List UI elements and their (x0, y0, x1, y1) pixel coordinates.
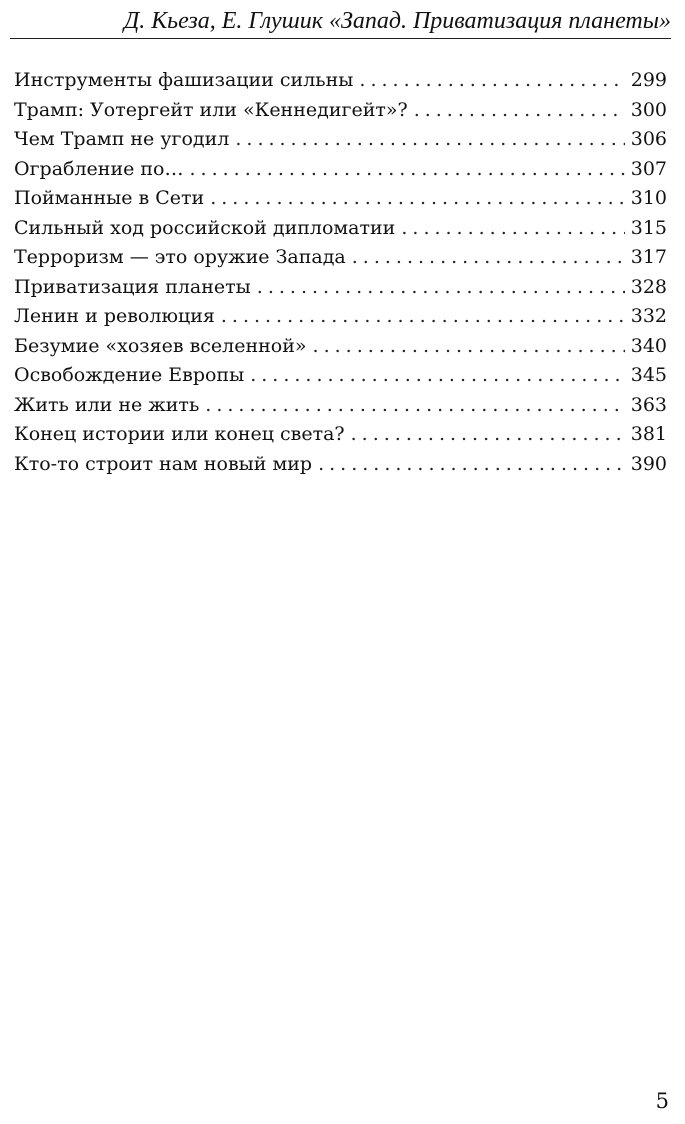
toc-entry-title: Пойманные в Сети (14, 187, 205, 209)
toc-entry (14, 155, 667, 185)
toc-entry (14, 66, 667, 96)
toc-dot-leader (414, 96, 625, 126)
toc-dot-leader (359, 66, 624, 96)
table-of-contents (14, 66, 667, 479)
running-header (10, 4, 671, 39)
toc-dot-leader (257, 273, 625, 303)
toc-entry-title: Ленин и революция (14, 305, 215, 327)
toc-entry-title: Сильный ход российской дипломатии (14, 216, 396, 239)
toc-entry (14, 420, 667, 450)
toc-entry-page: 345 (630, 364, 667, 386)
toc-entry-page: 307 (630, 157, 667, 180)
toc-dot-leader (210, 184, 625, 214)
toc-dot-leader (205, 391, 624, 421)
toc-entry-page: 340 (630, 334, 667, 357)
toc-entry-page: 381 (630, 423, 667, 445)
toc-entry (14, 96, 667, 126)
toc-entry-page: 310 (630, 187, 667, 209)
toc-entry-title: Инструменты фашизации сильны (14, 69, 354, 91)
toc-entry-page: 390 (630, 452, 667, 475)
toc-dot-leader (318, 450, 625, 480)
toc-entry-title: Терроризм — это оружие Запада (14, 246, 346, 268)
toc-entry (14, 361, 667, 391)
running-title: Д. Кьеза, Е. Глушик «Запад. Приватизация планеты» (123, 8, 671, 34)
toc-dot-leader (221, 302, 625, 332)
toc-entry (14, 273, 667, 303)
toc-entry-page: 363 (630, 393, 667, 416)
toc-dot-leader (235, 125, 624, 155)
toc-entry-title: Конец истории или конец света? (14, 423, 345, 445)
toc-entry-page: 306 (630, 128, 667, 150)
toc-entry-title: Чем Трамп не угодил (14, 128, 230, 150)
toc-dot-leader (351, 420, 625, 450)
toc-entry-title: Ограбление по… (14, 157, 184, 180)
toc-entry-page: 332 (630, 305, 667, 327)
toc-entry (14, 450, 667, 480)
toc-entry (14, 125, 667, 155)
toc-entry-page: 317 (630, 246, 667, 268)
toc-entry-page: 328 (630, 275, 667, 298)
toc-entry (14, 214, 667, 244)
toc-dot-leader (250, 361, 625, 391)
toc-entry-title: Освобождение Европы (14, 364, 245, 386)
toc-dot-leader (313, 332, 625, 362)
toc-entry (14, 391, 667, 421)
toc-entry-title: Жить или не жить (14, 393, 200, 416)
toc-entry (14, 302, 667, 332)
toc-entry-title: Приватизация планеты (14, 275, 251, 298)
toc-entry (14, 184, 667, 214)
toc-entry-page: 299 (630, 69, 667, 91)
toc-dot-leader (352, 243, 625, 273)
toc-dot-leader (401, 214, 624, 244)
toc-entry-page: 300 (630, 98, 667, 121)
toc-entry-title: Кто-то строит нам новый мир (14, 452, 313, 475)
toc-entry-page: 315 (630, 216, 667, 239)
toc-entry-title: Безумие «хозяев вселенной» (14, 334, 307, 357)
toc-entry (14, 243, 667, 273)
toc-entry-title: Трамп: Уотергейт или «Кеннедигейт»? (14, 98, 408, 121)
toc-entry (14, 332, 667, 362)
toc-dot-leader (190, 155, 625, 185)
page-number: 5 (655, 1089, 669, 1113)
